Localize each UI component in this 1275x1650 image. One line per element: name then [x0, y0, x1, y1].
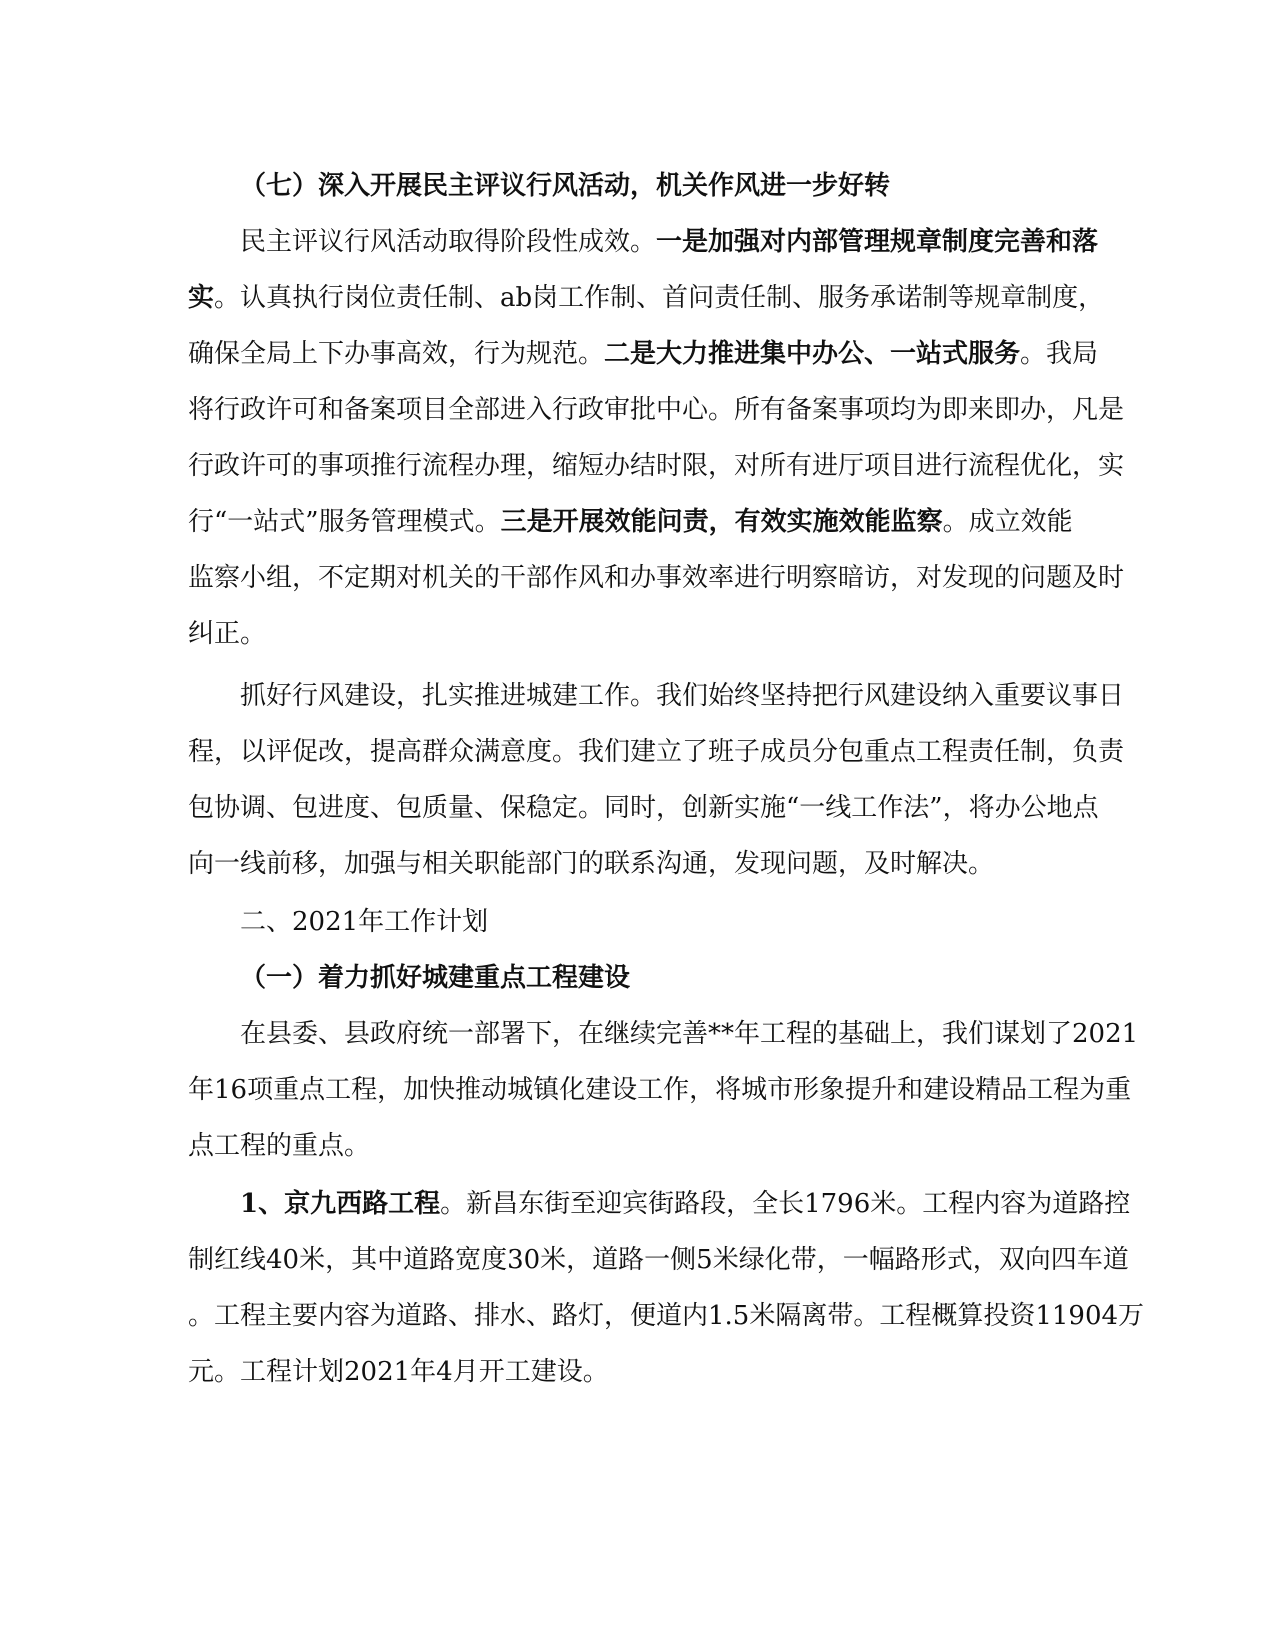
heading-section-7: （七）深入开展民主评议行风活动，机关作风进一步好转 — [240, 171, 891, 201]
paragraph-line — [240, 222, 1098, 262]
paragraph-line — [188, 278, 1105, 318]
text-run: 确保全局上下办事高效，行为规范。 — [188, 339, 605, 369]
paragraph-line: 程，以评促改，提高群众满意度。我们建立了班子成员分包重点工程责任制，负责 — [188, 737, 1125, 767]
paragraph-line: 。工程主要内容为道路、排水、路灯，便道内1.5米隔离带。工程概算投资11904万 — [188, 1301, 1145, 1331]
paragraph-line: 行政许可的事项推行流程办理，缩短办结时限，对所有进厅项目进行流程优化，实 — [188, 451, 1125, 481]
section-title-2021-plan: 二、2021年工作计划 — [240, 907, 489, 937]
paragraph-line: 点工程的重点。 — [188, 1131, 371, 1161]
text-run: 。我局 — [1020, 339, 1099, 369]
text-run: 。成立效能 — [942, 507, 1073, 537]
paragraph-line — [188, 334, 1098, 374]
paragraph-line: 纠正。 — [188, 619, 267, 649]
text-run: 。认真执行岗位责任制、ab岗工作制、首问责任制、服务承诺制等规章制度， — [214, 283, 1105, 313]
bold-text-run: 二是大力推进集中办公、一站式服务 — [604, 339, 1021, 369]
text-run: 行“一站式”服务管理模式。 — [188, 507, 501, 537]
paragraph-line — [240, 1184, 1130, 1224]
paragraph-line: 抓好行风建设，扎实推进城建工作。我们始终坚持把行风建设纳入重要议事日 — [240, 681, 1125, 711]
bold-text-run: 一是加强对内部管理规章制度完善和落 — [656, 227, 1099, 257]
paragraph-line: 将行政许可和备案项目全部进入行政审批中心。所有备案事项均为即来即办，凡是 — [188, 395, 1125, 425]
paragraph-line: 年16项重点工程，加快推动城镇化建设工作，将城市形象提升和建设精品工程为重 — [188, 1075, 1132, 1105]
bold-text-run: 三是开展效能问责，有效实施效能监察 — [500, 507, 943, 537]
paragraph-line: 向一线前移，加强与相关职能部门的联系沟通，发现问题，及时解决。 — [188, 849, 995, 879]
paragraph-line: 在县委、县政府统一部署下，在继续完善**年工程的基础上，我们谋划了2021 — [240, 1019, 1139, 1049]
heading-subsection-1: （一）着力抓好城建重点工程建设 — [240, 963, 631, 993]
paragraph-line: 监察小组，不定期对机关的干部作风和办事效率进行明察暗访，对发现的问题及时 — [188, 563, 1125, 593]
paragraph-line: 元。工程计划2021年4月开工建设。 — [188, 1357, 609, 1387]
paragraph-line: 包协调、包进度、包质量、保稳定。同时，创新实施“一线工作法”，将办公地点 — [188, 793, 1099, 823]
paragraph-line — [188, 502, 1073, 542]
paragraph-line: 制红线40米，其中道路宽度30米，道路一侧5米绿化带，一幅路形式，双向四车道 — [188, 1245, 1129, 1275]
text-run: 民主评议行风活动取得阶段性成效。 — [240, 227, 657, 257]
bold-text-run: 实 — [188, 283, 215, 313]
text-run: 。新昌东街至迎宾街路段，全长1796米。工程内容为道路控 — [440, 1189, 1131, 1219]
bold-text-run: 1、京九西路工程 — [240, 1189, 441, 1219]
